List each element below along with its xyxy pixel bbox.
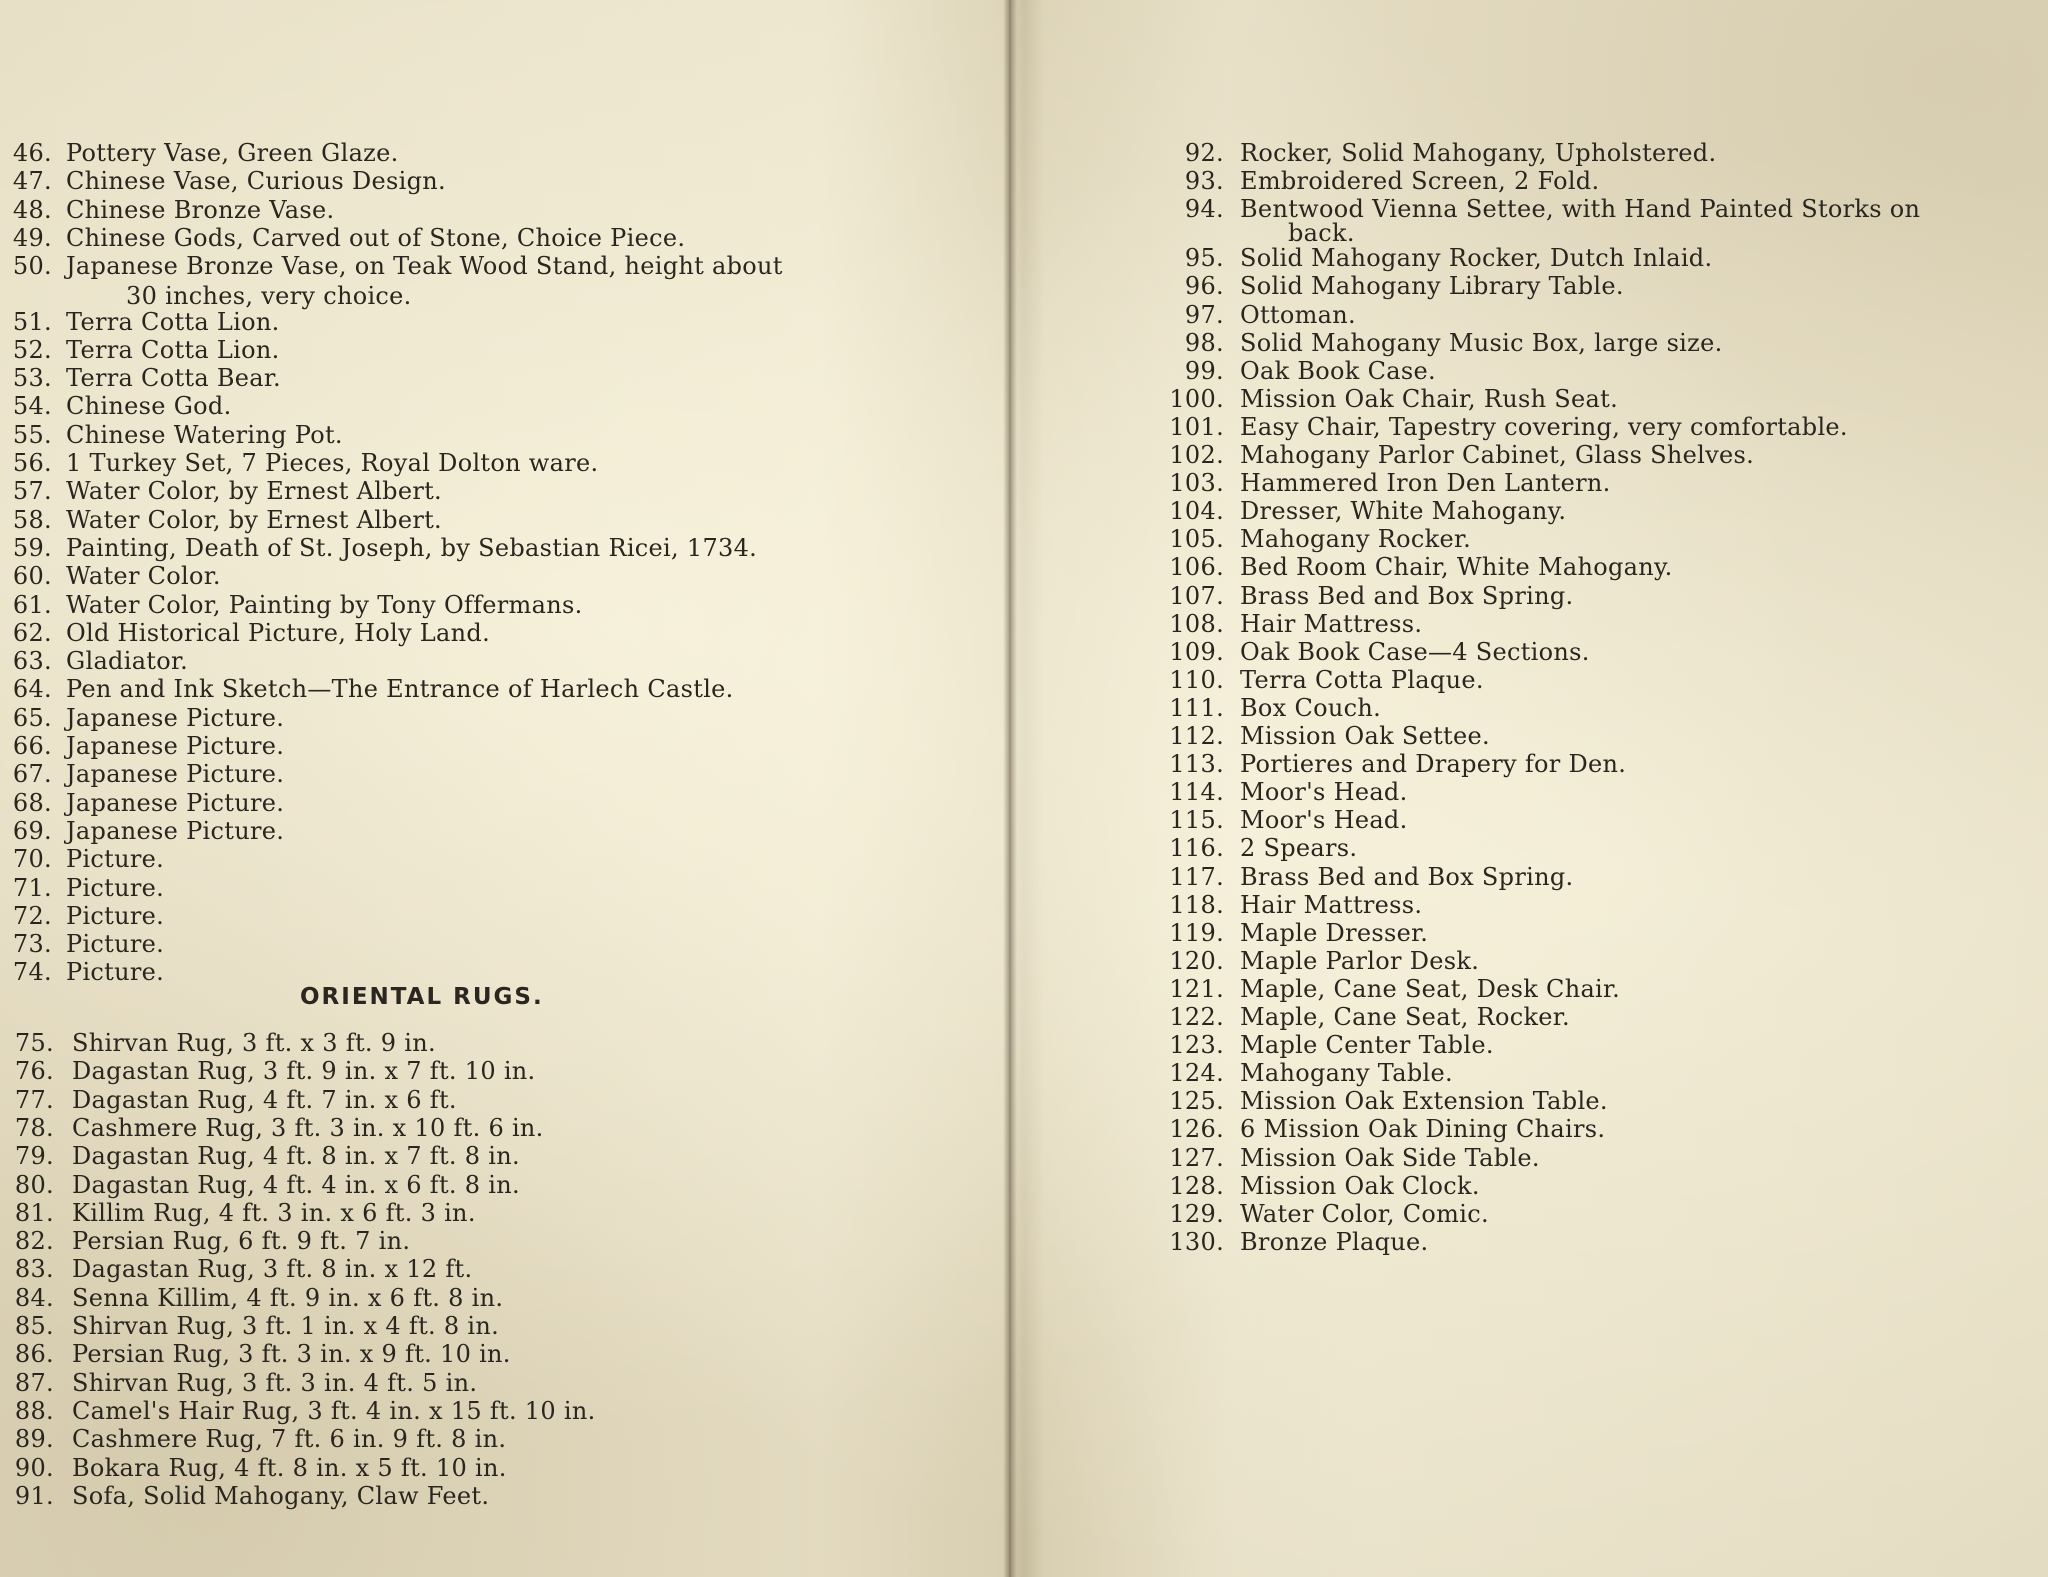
item-number: 73. <box>12 930 52 959</box>
item-description: Japanese Picture. <box>66 816 285 845</box>
item-number: 114. <box>1169 778 1224 807</box>
item-description: Gladiator. <box>66 647 189 676</box>
item-number: 76. <box>14 1057 54 1086</box>
item-number: 62. <box>12 618 52 647</box>
item-number: 96. <box>1184 272 1224 301</box>
item-number: 77. <box>14 1085 54 1114</box>
item-number: 72. <box>12 901 52 930</box>
item-description: Old Historical Picture, Holy Land. <box>66 618 491 647</box>
item-description: Mahogany Table. <box>1240 1059 1453 1088</box>
item-number: 89. <box>14 1425 54 1454</box>
item-description: Bokara Rug, 4 ft. 8 in. x 5 ft. 10 in. <box>72 1453 507 1482</box>
item-number: 117. <box>1169 862 1224 891</box>
page-fold <box>1003 0 1017 1577</box>
item-description: Shirvan Rug, 3 ft. 3 in. 4 ft. 5 in. <box>72 1368 478 1397</box>
item-number: 93. <box>1184 167 1224 196</box>
item-description: 2 Spears. <box>1240 834 1358 863</box>
item-number: 85. <box>14 1312 54 1340</box>
item-number: 95. <box>1184 244 1224 273</box>
item-description: Mission Oak Settee. <box>1240 722 1490 750</box>
item-number: 53. <box>12 364 52 393</box>
item-number: 116. <box>1169 834 1224 863</box>
item-number: 58. <box>12 505 52 534</box>
item-description: Mission Oak Clock. <box>1240 1171 1480 1200</box>
item-number: 82. <box>14 1227 54 1256</box>
item-number: 115. <box>1169 806 1224 835</box>
item-number: 118. <box>1169 890 1224 919</box>
item-number: 92. <box>1184 139 1224 167</box>
item-number: 127. <box>1169 1143 1224 1172</box>
item-number: 113. <box>1169 750 1224 779</box>
item-description: Hair Mattress. <box>1240 609 1423 638</box>
item-description: Bronze Plaque. <box>1240 1227 1429 1256</box>
item-description: Moor's Head. <box>1240 806 1408 835</box>
item-number: 48. <box>12 195 52 224</box>
item-number: 51. <box>12 307 52 336</box>
item-description: Rocker, Solid Mahogany, Upholstered. <box>1240 139 1717 167</box>
item-number: 69. <box>12 816 52 845</box>
item-description: Terra Cotta Bear. <box>66 364 281 393</box>
item-description: Chinese Watering Pot. <box>66 420 343 449</box>
item-number: 68. <box>12 788 52 817</box>
item-number: 90. <box>14 1453 54 1482</box>
item-description: Hair Mattress. <box>1240 890 1423 919</box>
item-description: Moor's Head. <box>1240 778 1408 807</box>
item-number: 108. <box>1169 609 1224 638</box>
item-description: Picture. <box>66 873 165 902</box>
item-number: 104. <box>1169 497 1224 526</box>
item-description: Painting, Death of St. Joseph, by Sebastian Ricei, 1734. <box>66 533 758 562</box>
item-description: Sofa, Solid Mahogany, Claw Feet. <box>72 1481 490 1510</box>
item-description: Water Color, Painting by Tony Offermans. <box>66 590 583 619</box>
item-description: Shirvan Rug, 3 ft. 1 in. x 4 ft. 8 in. <box>72 1312 500 1340</box>
item-number: 60. <box>12 562 52 591</box>
item-description: Killim Rug, 4 ft. 3 in. x 6 ft. 3 in. <box>72 1198 476 1227</box>
item-description: Chinese God. <box>66 392 232 421</box>
item-description: Ottoman. <box>1240 300 1356 329</box>
item-description: Cashmere Rug, 3 ft. 3 in. x 10 ft. 6 in. <box>72 1113 544 1142</box>
item-description: Water Color, by Ernest Albert. <box>66 477 442 506</box>
item-number: 57. <box>12 477 52 506</box>
item-description: Solid Mahogany Library Table. <box>1240 272 1624 301</box>
item-description: Dagastan Rug, 3 ft. 9 in. x 7 ft. 10 in. <box>72 1057 536 1086</box>
item-description: Brass Bed and Box Spring. <box>1240 581 1574 610</box>
item-number: 88. <box>14 1396 54 1425</box>
item-description: 1 Turkey Set, 7 Pieces, Royal Dolton ware. <box>66 449 599 477</box>
item-description: Japanese Picture. <box>66 760 285 789</box>
item-description: Maple Dresser. <box>1240 918 1429 947</box>
item-description: Water Color. <box>66 562 221 591</box>
item-number: 65. <box>12 703 52 732</box>
item-number: 124. <box>1169 1059 1224 1088</box>
item-number: 109. <box>1169 637 1224 666</box>
item-number: 129. <box>1169 1199 1224 1228</box>
item-description: Portieres and Drapery for Den. <box>1240 750 1627 779</box>
item-description: Solid Mahogany Rocker, Dutch Inlaid. <box>1240 244 1713 273</box>
item-description: Mahogany Parlor Cabinet, Glass Shelves. <box>1240 441 1755 469</box>
item-description-continuation: back. <box>1288 219 1355 248</box>
item-description: Dagastan Rug, 3 ft. 8 in. x 12 ft. <box>72 1255 473 1284</box>
item-description: Senna Killim, 4 ft. 9 in. x 6 ft. 8 in. <box>72 1283 504 1312</box>
item-number: 110. <box>1169 665 1224 694</box>
item-description: Dagastan Rug, 4 ft. 7 in. x 6 ft. <box>72 1085 457 1114</box>
item-number: 61. <box>12 590 52 619</box>
item-number: 78. <box>14 1113 54 1142</box>
item-description: Japanese Picture. <box>66 732 285 760</box>
item-description: Dagastan Rug, 4 ft. 8 in. x 7 ft. 8 in. <box>72 1142 520 1171</box>
item-description: Brass Bed and Box Spring. <box>1240 862 1574 891</box>
item-number: 66. <box>12 732 52 760</box>
item-number: 49. <box>12 223 52 252</box>
item-description: Camel's Hair Rug, 3 ft. 4 in. x 15 ft. 10 in. <box>72 1396 596 1425</box>
item-number: 100. <box>1169 384 1224 413</box>
item-description: Maple Parlor Desk. <box>1240 946 1480 975</box>
item-number: 98. <box>1184 328 1224 357</box>
item-number: 119. <box>1169 918 1224 947</box>
item-number: 59. <box>12 533 52 562</box>
item-description: Maple, Cane Seat, Rocker. <box>1240 1003 1570 1031</box>
item-description: Picture. <box>66 845 165 874</box>
item-description: Oak Book Case. <box>1240 356 1436 385</box>
item-number: 81. <box>14 1198 54 1227</box>
item-number: 120. <box>1169 946 1224 975</box>
item-description: Terra Cotta Lion. <box>66 307 280 336</box>
item-number: 56. <box>12 449 52 477</box>
item-description: 6 Mission Oak Dining Chairs. <box>1240 1115 1606 1144</box>
item-number: 87. <box>14 1368 54 1397</box>
item-description: Maple, Cane Seat, Desk Chair. <box>1240 974 1621 1003</box>
item-description: Chinese Vase, Curious Design. <box>66 167 446 196</box>
item-number: 83. <box>14 1255 54 1284</box>
item-number: 111. <box>1169 693 1224 722</box>
item-description: Oak Book Case—4 Sections. <box>1240 637 1590 666</box>
right-page <box>1017 0 2048 1577</box>
item-description: Chinese Bronze Vase. <box>66 195 335 224</box>
item-number: 67. <box>12 760 52 789</box>
item-description: Maple Center Table. <box>1240 1031 1494 1060</box>
item-description: Picture. <box>66 958 165 987</box>
item-number: 105. <box>1169 525 1224 554</box>
item-number: 102. <box>1169 441 1224 469</box>
item-number: 70. <box>12 845 52 874</box>
section-heading-oriental-rugs: ORIENTAL RUGS. <box>300 984 544 1010</box>
item-description: Mission Oak Chair, Rush Seat. <box>1240 384 1619 413</box>
item-description: Mission Oak Extension Table. <box>1240 1087 1608 1116</box>
item-number: 47. <box>12 167 52 196</box>
item-number: 112. <box>1169 722 1224 750</box>
item-number: 46. <box>12 139 52 167</box>
item-number: 54. <box>12 392 52 421</box>
item-number: 86. <box>14 1340 54 1369</box>
item-number: 128. <box>1169 1171 1224 1200</box>
item-number: 50. <box>12 252 52 281</box>
item-number: 99. <box>1184 356 1224 385</box>
item-number: 91. <box>14 1481 54 1510</box>
item-number: 64. <box>12 675 52 704</box>
item-number: 126. <box>1169 1115 1224 1144</box>
item-number: 103. <box>1169 469 1224 498</box>
item-description: Japanese Bronze Vase, on Teak Wood Stand, height about <box>66 252 783 281</box>
item-description: Cashmere Rug, 7 ft. 6 in. 9 ft. 8 in. <box>72 1425 507 1454</box>
item-description: Pottery Vase, Green Glaze. <box>66 139 399 167</box>
item-description: Box Couch. <box>1240 693 1382 722</box>
item-number: 123. <box>1169 1031 1224 1060</box>
item-number: 55. <box>12 420 52 449</box>
item-number: 101. <box>1169 412 1224 441</box>
item-description: Chinese Gods, Carved out of Stone, Choice Piece. <box>66 223 686 252</box>
item-description: Water Color, Comic. <box>1240 1199 1489 1228</box>
item-number: 94. <box>1184 195 1224 224</box>
item-description: Solid Mahogany Music Box, large size. <box>1240 328 1723 357</box>
item-number: 79. <box>14 1142 54 1171</box>
item-number: 106. <box>1169 553 1224 582</box>
item-number: 63. <box>12 647 52 676</box>
item-description: Mahogany Rocker. <box>1240 525 1472 554</box>
item-description: Bed Room Chair, White Mahogany. <box>1240 553 1673 582</box>
item-number: 122. <box>1169 1003 1224 1031</box>
item-number: 97. <box>1184 300 1224 329</box>
item-description: Shirvan Rug, 3 ft. x 3 ft. 9 in. <box>72 1029 436 1057</box>
item-number: 130. <box>1169 1227 1224 1256</box>
item-description: Mission Oak Side Table. <box>1240 1143 1540 1172</box>
item-description: Water Color, by Ernest Albert. <box>66 505 442 534</box>
item-description: Picture. <box>66 930 165 959</box>
item-description-continuation: 30 inches, very choice. <box>126 282 412 311</box>
item-number: 75. <box>14 1029 54 1057</box>
item-description: Bentwood Vienna Settee, with Hand Painted Storks on <box>1240 195 1921 224</box>
item-description: Terra Cotta Lion. <box>66 335 280 364</box>
item-number: 71. <box>12 873 52 902</box>
left-page <box>0 0 1003 1577</box>
item-number: 84. <box>14 1283 54 1312</box>
item-description: Japanese Picture. <box>66 788 285 817</box>
item-description: Persian Rug, 6 ft. 9 ft. 7 in. <box>72 1227 411 1256</box>
item-description: Hammered Iron Den Lantern. <box>1240 469 1611 498</box>
item-description: Embroidered Screen, 2 Fold. <box>1240 167 1600 196</box>
item-description: Dresser, White Mahogany. <box>1240 497 1567 526</box>
item-description: Pen and Ink Sketch—The Entrance of Harlech Castle. <box>66 675 734 704</box>
item-description: Easy Chair, Tapestry covering, very comfortable. <box>1240 412 1848 441</box>
item-description: Persian Rug, 3 ft. 3 in. x 9 ft. 10 in. <box>72 1340 511 1369</box>
item-description: Japanese Picture. <box>66 703 285 732</box>
item-description: Dagastan Rug, 4 ft. 4 in. x 6 ft. 8 in. <box>72 1170 520 1199</box>
item-number: 74. <box>12 958 52 987</box>
item-number: 52. <box>12 335 52 364</box>
item-description: Terra Cotta Plaque. <box>1240 665 1484 694</box>
item-number: 125. <box>1169 1087 1224 1116</box>
item-number: 80. <box>14 1170 54 1199</box>
item-number: 121. <box>1169 974 1224 1003</box>
item-description: Picture. <box>66 901 165 930</box>
item-number: 107. <box>1169 581 1224 610</box>
